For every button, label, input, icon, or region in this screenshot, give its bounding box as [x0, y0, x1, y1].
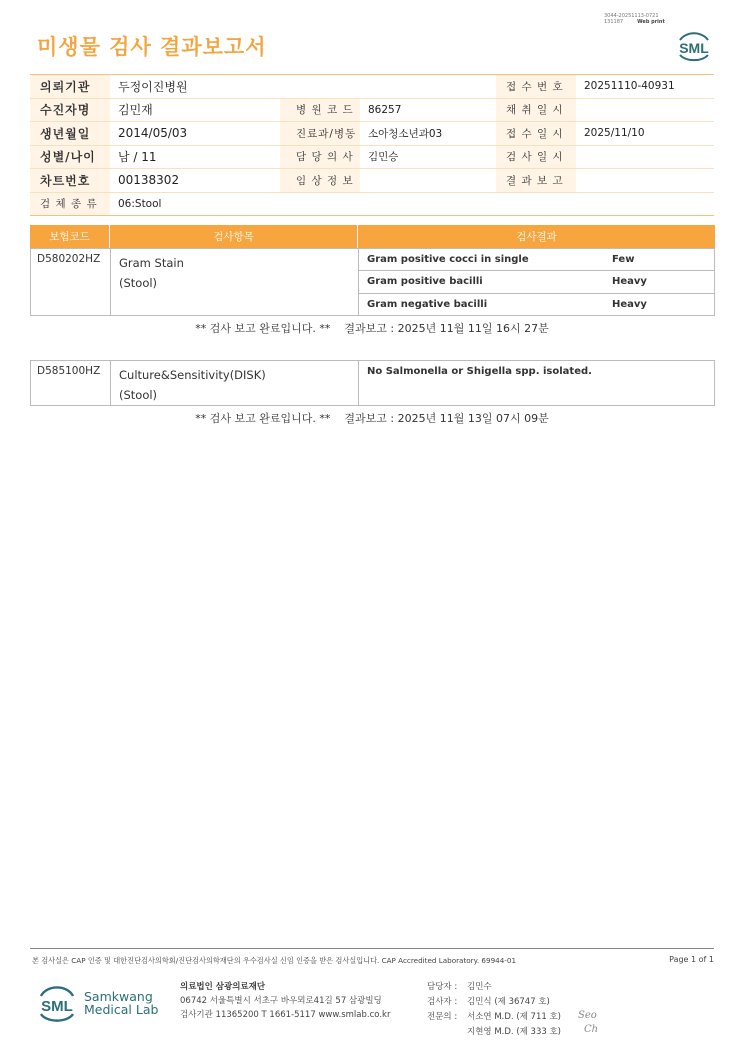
- info-label: 접 수 일 시: [496, 122, 576, 145]
- info-label: 수진자명: [30, 99, 110, 122]
- info-value: 2025/11/10: [584, 127, 645, 140]
- info-value: 남 / 11: [118, 150, 157, 165]
- brand-line2: Medical Lab: [84, 1002, 159, 1017]
- print-code-line1: 3044-20251113-0721: [604, 13, 659, 19]
- page-number: Page 1 of 1: [669, 955, 714, 964]
- patient-info-table: [30, 74, 714, 216]
- info-label: 채 취 일 시: [496, 99, 576, 122]
- info-label: 담 당 의 사: [280, 146, 360, 169]
- info-label: 접 수 번 호: [496, 75, 576, 98]
- logo-text: SML: [41, 998, 73, 1015]
- info-row: [30, 169, 714, 193]
- info-value: 소아청소년과03: [368, 127, 443, 140]
- info-empty: [280, 75, 496, 98]
- info-label: 생년월일: [30, 122, 110, 145]
- info-value: 김민승: [368, 151, 399, 164]
- logo-text: SML: [679, 40, 709, 56]
- staff-name: 김민식 (제 36747 호): [467, 997, 550, 1007]
- staff-name: 김민수: [467, 982, 492, 992]
- result-text: No Salmonella or Shigella spp. isolated.: [367, 366, 592, 377]
- info-value: 두정이진병원: [118, 79, 188, 94]
- web-print-label: Web print: [637, 19, 665, 25]
- staff-row: [427, 995, 561, 1010]
- info-label: 검 체 종 류: [30, 193, 110, 216]
- info-value: [360, 169, 496, 192]
- result-name: Gram positive bacilli: [367, 276, 483, 288]
- report-status-line: [0, 410, 744, 426]
- test-name: Gram Stain: [119, 256, 184, 270]
- brand-name: [84, 990, 158, 1016]
- result-name: Gram positive cocci in single: [367, 254, 529, 266]
- staff-row: [427, 1025, 561, 1040]
- info-label: 임 상 정 보: [280, 169, 360, 192]
- result-value: Heavy: [612, 276, 647, 288]
- signature: [578, 1009, 598, 1037]
- info-value: 20251110-40931: [584, 80, 675, 93]
- report-time: 결과보고 : 2025년 11월 13일 07시 09분: [344, 412, 549, 425]
- results-table-header: [30, 225, 715, 248]
- result-row: [359, 249, 714, 271]
- info-row: [30, 122, 714, 146]
- staff-name: 지현영 M.D. (제 333 호): [467, 1027, 562, 1037]
- organization-info: [180, 980, 390, 1022]
- test-specimen: (Stool): [119, 276, 158, 290]
- staff-role: 담당자 :: [427, 982, 458, 992]
- result-name: Gram negative bacilli: [367, 299, 488, 311]
- test-code: D580202HZ: [31, 249, 111, 315]
- report-status: ** 검사 보고 완료입니다. **: [195, 412, 331, 425]
- info-row: [30, 75, 714, 99]
- info-label: 병 원 코 드: [280, 99, 360, 122]
- staff-role: 검사자 :: [427, 997, 458, 1007]
- result-row: [359, 271, 714, 293]
- staff-row: [427, 980, 561, 995]
- signature-1: Seo: [578, 1010, 597, 1021]
- test-results: [359, 361, 714, 405]
- print-code: [604, 13, 665, 25]
- info-row: [30, 146, 714, 170]
- sml-logo-icon: [674, 27, 714, 63]
- info-value: 김민재: [118, 103, 153, 118]
- result-row: [359, 294, 714, 316]
- staff-name: 서소연 M.D. (제 711 호): [467, 1012, 562, 1022]
- brand-line1: Samkwang: [84, 989, 153, 1004]
- info-label: 성별/나이: [30, 146, 110, 169]
- info-value: [576, 99, 714, 122]
- header-insurance-code: 보험코드: [30, 225, 110, 248]
- result-value: Few: [612, 254, 635, 266]
- test-item: [111, 361, 359, 405]
- signature-2: Ch: [584, 1024, 599, 1035]
- info-value: [576, 169, 714, 192]
- report-status: ** 검사 보고 완료입니다. **: [195, 322, 331, 335]
- header-test-item: 검사항목: [110, 225, 358, 248]
- sml-logo-icon: [36, 980, 78, 1026]
- test-name: Culture&Sensitivity(DISK): [119, 368, 266, 382]
- test-item: [111, 249, 359, 315]
- accreditation-note: 본 검사실은 CAP 인증 및 대한진단검사의학회/진단검사의학재단의 우수검사실 신임 인증을 받은 검사실입니다. CAP Accredited Laboratory. 69944-01: [32, 956, 517, 965]
- staff-role: [427, 1025, 467, 1040]
- report-time: 결과보고 : 2025년 11월 11일 16시 27분: [344, 322, 549, 335]
- result-value: Heavy: [612, 299, 647, 311]
- staff-row: [427, 1010, 561, 1025]
- test-block: [30, 360, 715, 406]
- org-address: 06742 서울특별시 서초구 바우뫼로41길 57 삼광빌딩: [180, 996, 382, 1006]
- info-row: [30, 193, 714, 217]
- org-contact: 검사기관 11365200 T 1661-5117 www.smlab.co.kr: [180, 1010, 391, 1020]
- staff-role: 전문의 :: [427, 1012, 458, 1022]
- info-value: 86257: [368, 103, 402, 116]
- org-name: 의료법인 삼광의료재단: [180, 982, 266, 992]
- test-block: [30, 248, 715, 316]
- info-label: 의뢰기관: [30, 75, 110, 98]
- page-title: 미생물 검사 결과보고서: [37, 35, 267, 59]
- test-results: [359, 249, 714, 315]
- test-code: D585100HZ: [31, 361, 111, 405]
- test-specimen: (Stool): [119, 388, 158, 402]
- info-label: 검 사 일 시: [496, 146, 576, 169]
- info-value: 2014/05/03: [118, 126, 188, 141]
- info-value: [576, 146, 714, 169]
- report-status-line: [0, 320, 744, 336]
- info-label: 차트번호: [30, 169, 110, 192]
- footer-divider: [30, 948, 714, 949]
- info-label: 진료과/병동: [280, 122, 360, 145]
- header-test-result: 검사결과: [516, 231, 557, 243]
- info-row: [30, 99, 714, 123]
- info-value: 00138302: [118, 173, 180, 188]
- info-value: 06:Stool: [118, 197, 162, 210]
- info-label: 결 과 보 고: [496, 169, 576, 192]
- staff-list: [427, 980, 561, 1040]
- print-code-line2: 131187: [604, 19, 624, 25]
